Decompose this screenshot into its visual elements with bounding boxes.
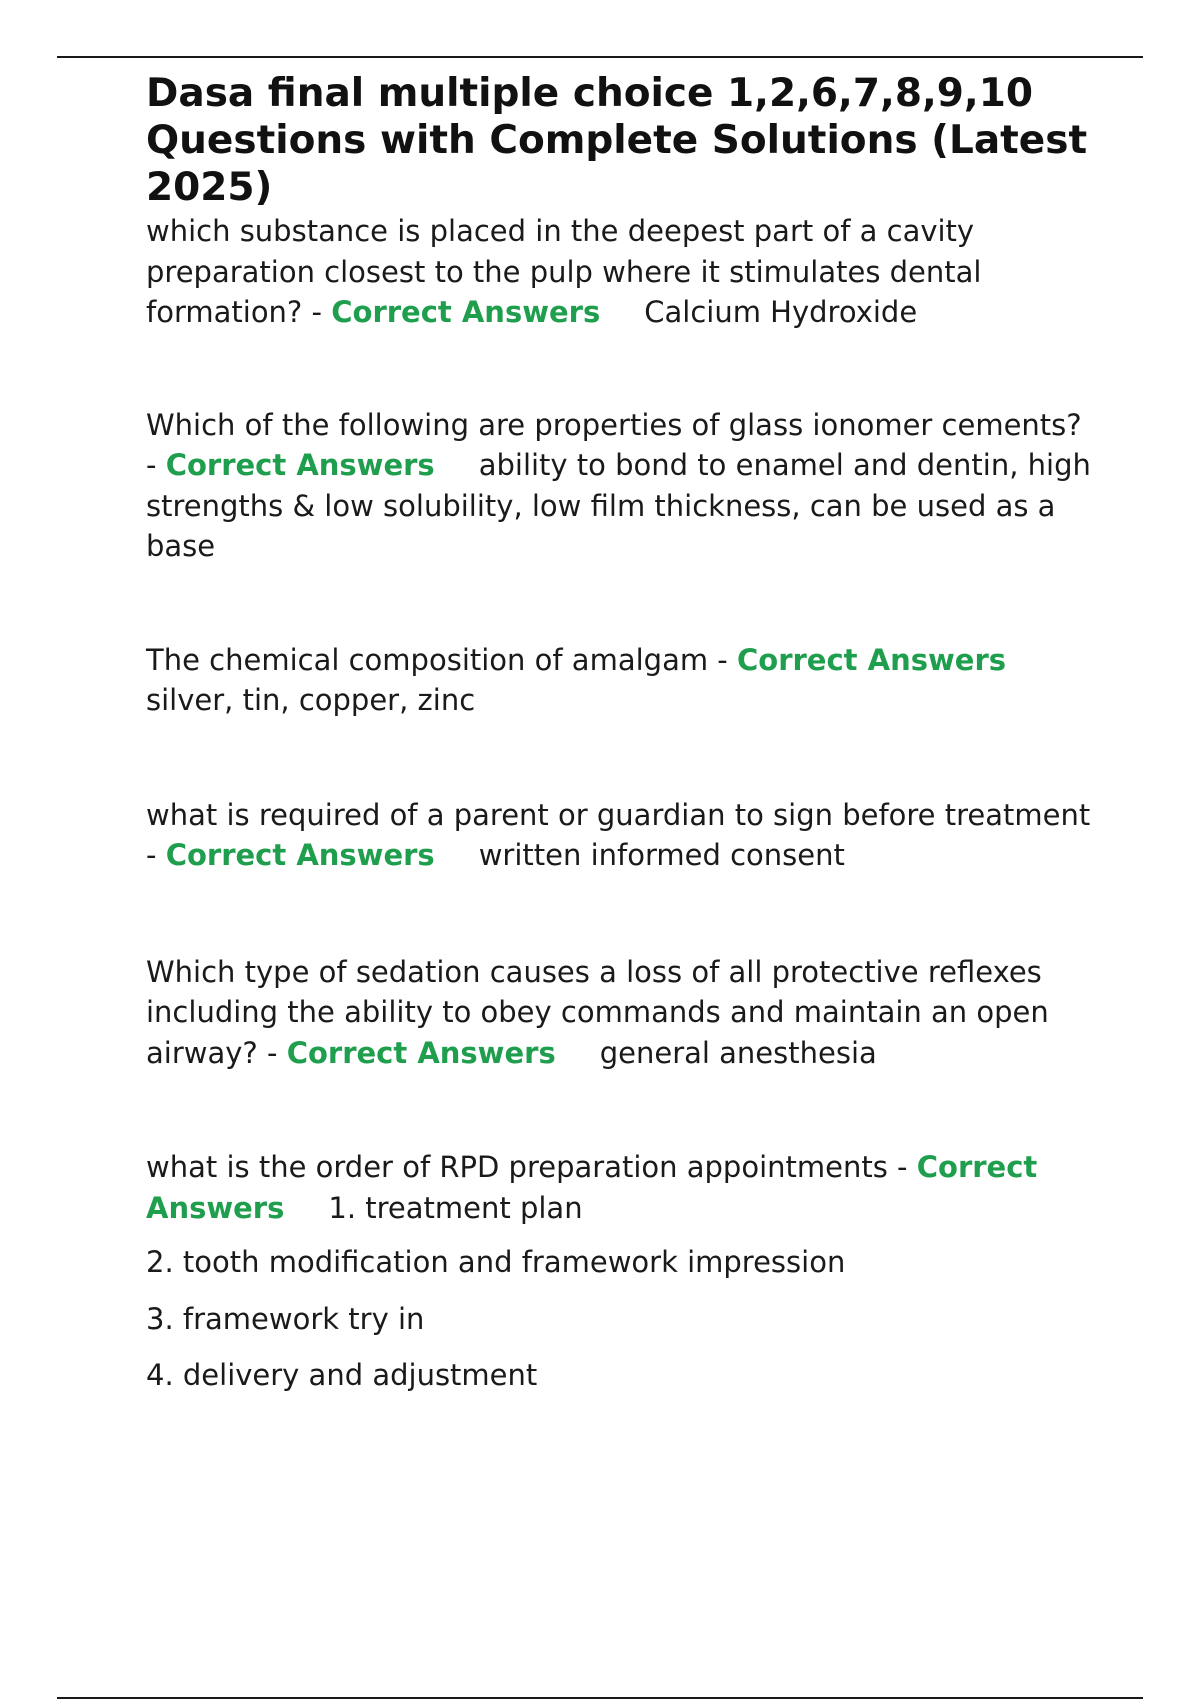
qa-item: [146, 1147, 1096, 1228]
question-text: The chemical composition of amalgam -: [146, 642, 737, 677]
qa-item: [146, 795, 1096, 876]
correct-answers-label: Correct Answers: [331, 295, 601, 329]
footer-rule: [57, 1697, 1143, 1699]
document-title: Dasa final multiple choice 1,2,6,7,8,9,10 Questions with Complete Solutions (Latest 2025): [146, 71, 1088, 210]
answer-text: Calcium Hydroxide: [644, 295, 918, 329]
list-item: 2. tooth modification and framework impression: [146, 1245, 846, 1279]
correct-answers-label: Correct Answers: [165, 448, 435, 482]
document-page: [146, 70, 1096, 1396]
answer-text: written informed consent: [478, 838, 845, 872]
correct-answers-label: Correct Answers: [165, 838, 435, 872]
answer-text: ability to bond to enamel and dentin, high strengths & low solubility, low film thickness, can be used as a base: [146, 448, 1091, 563]
question-text: Which type of sedation causes a loss of all protective reflexes including the ability to obey commands and maintain an open airway? -: [146, 954, 1049, 1070]
list-item: 4. delivery and adjustment: [146, 1358, 538, 1392]
correct-answers-label: Correct Answers: [286, 1035, 556, 1070]
qa-item: [146, 952, 1096, 1074]
qa-item: [146, 405, 1096, 567]
question-text: which substance is placed in the deepest part of a cavity preparation closest to the pulp where it stimulates dental formation? -: [146, 214, 982, 329]
question-text: Which of the following are properties of glass ionomer cements? -: [146, 407, 1082, 482]
list-item: 3. framework try in: [146, 1301, 425, 1336]
correct-answers-label: Correct Answers: [737, 642, 1007, 677]
qa-item: [146, 211, 1096, 333]
correct-answers-label: Correct Answers: [146, 1150, 1038, 1225]
qa-item: [146, 640, 1096, 721]
answer-text: general anesthesia: [599, 1035, 877, 1070]
answer-text: silver, tin, copper, zinc: [146, 683, 476, 717]
question-text: what is the order of RPD preparation appointments -: [146, 1150, 917, 1184]
answer-text: 1. treatment plan: [328, 1190, 583, 1225]
header-rule: [57, 56, 1143, 58]
question-text: what is required of a parent or guardian to sign before treatment -: [146, 797, 1091, 872]
